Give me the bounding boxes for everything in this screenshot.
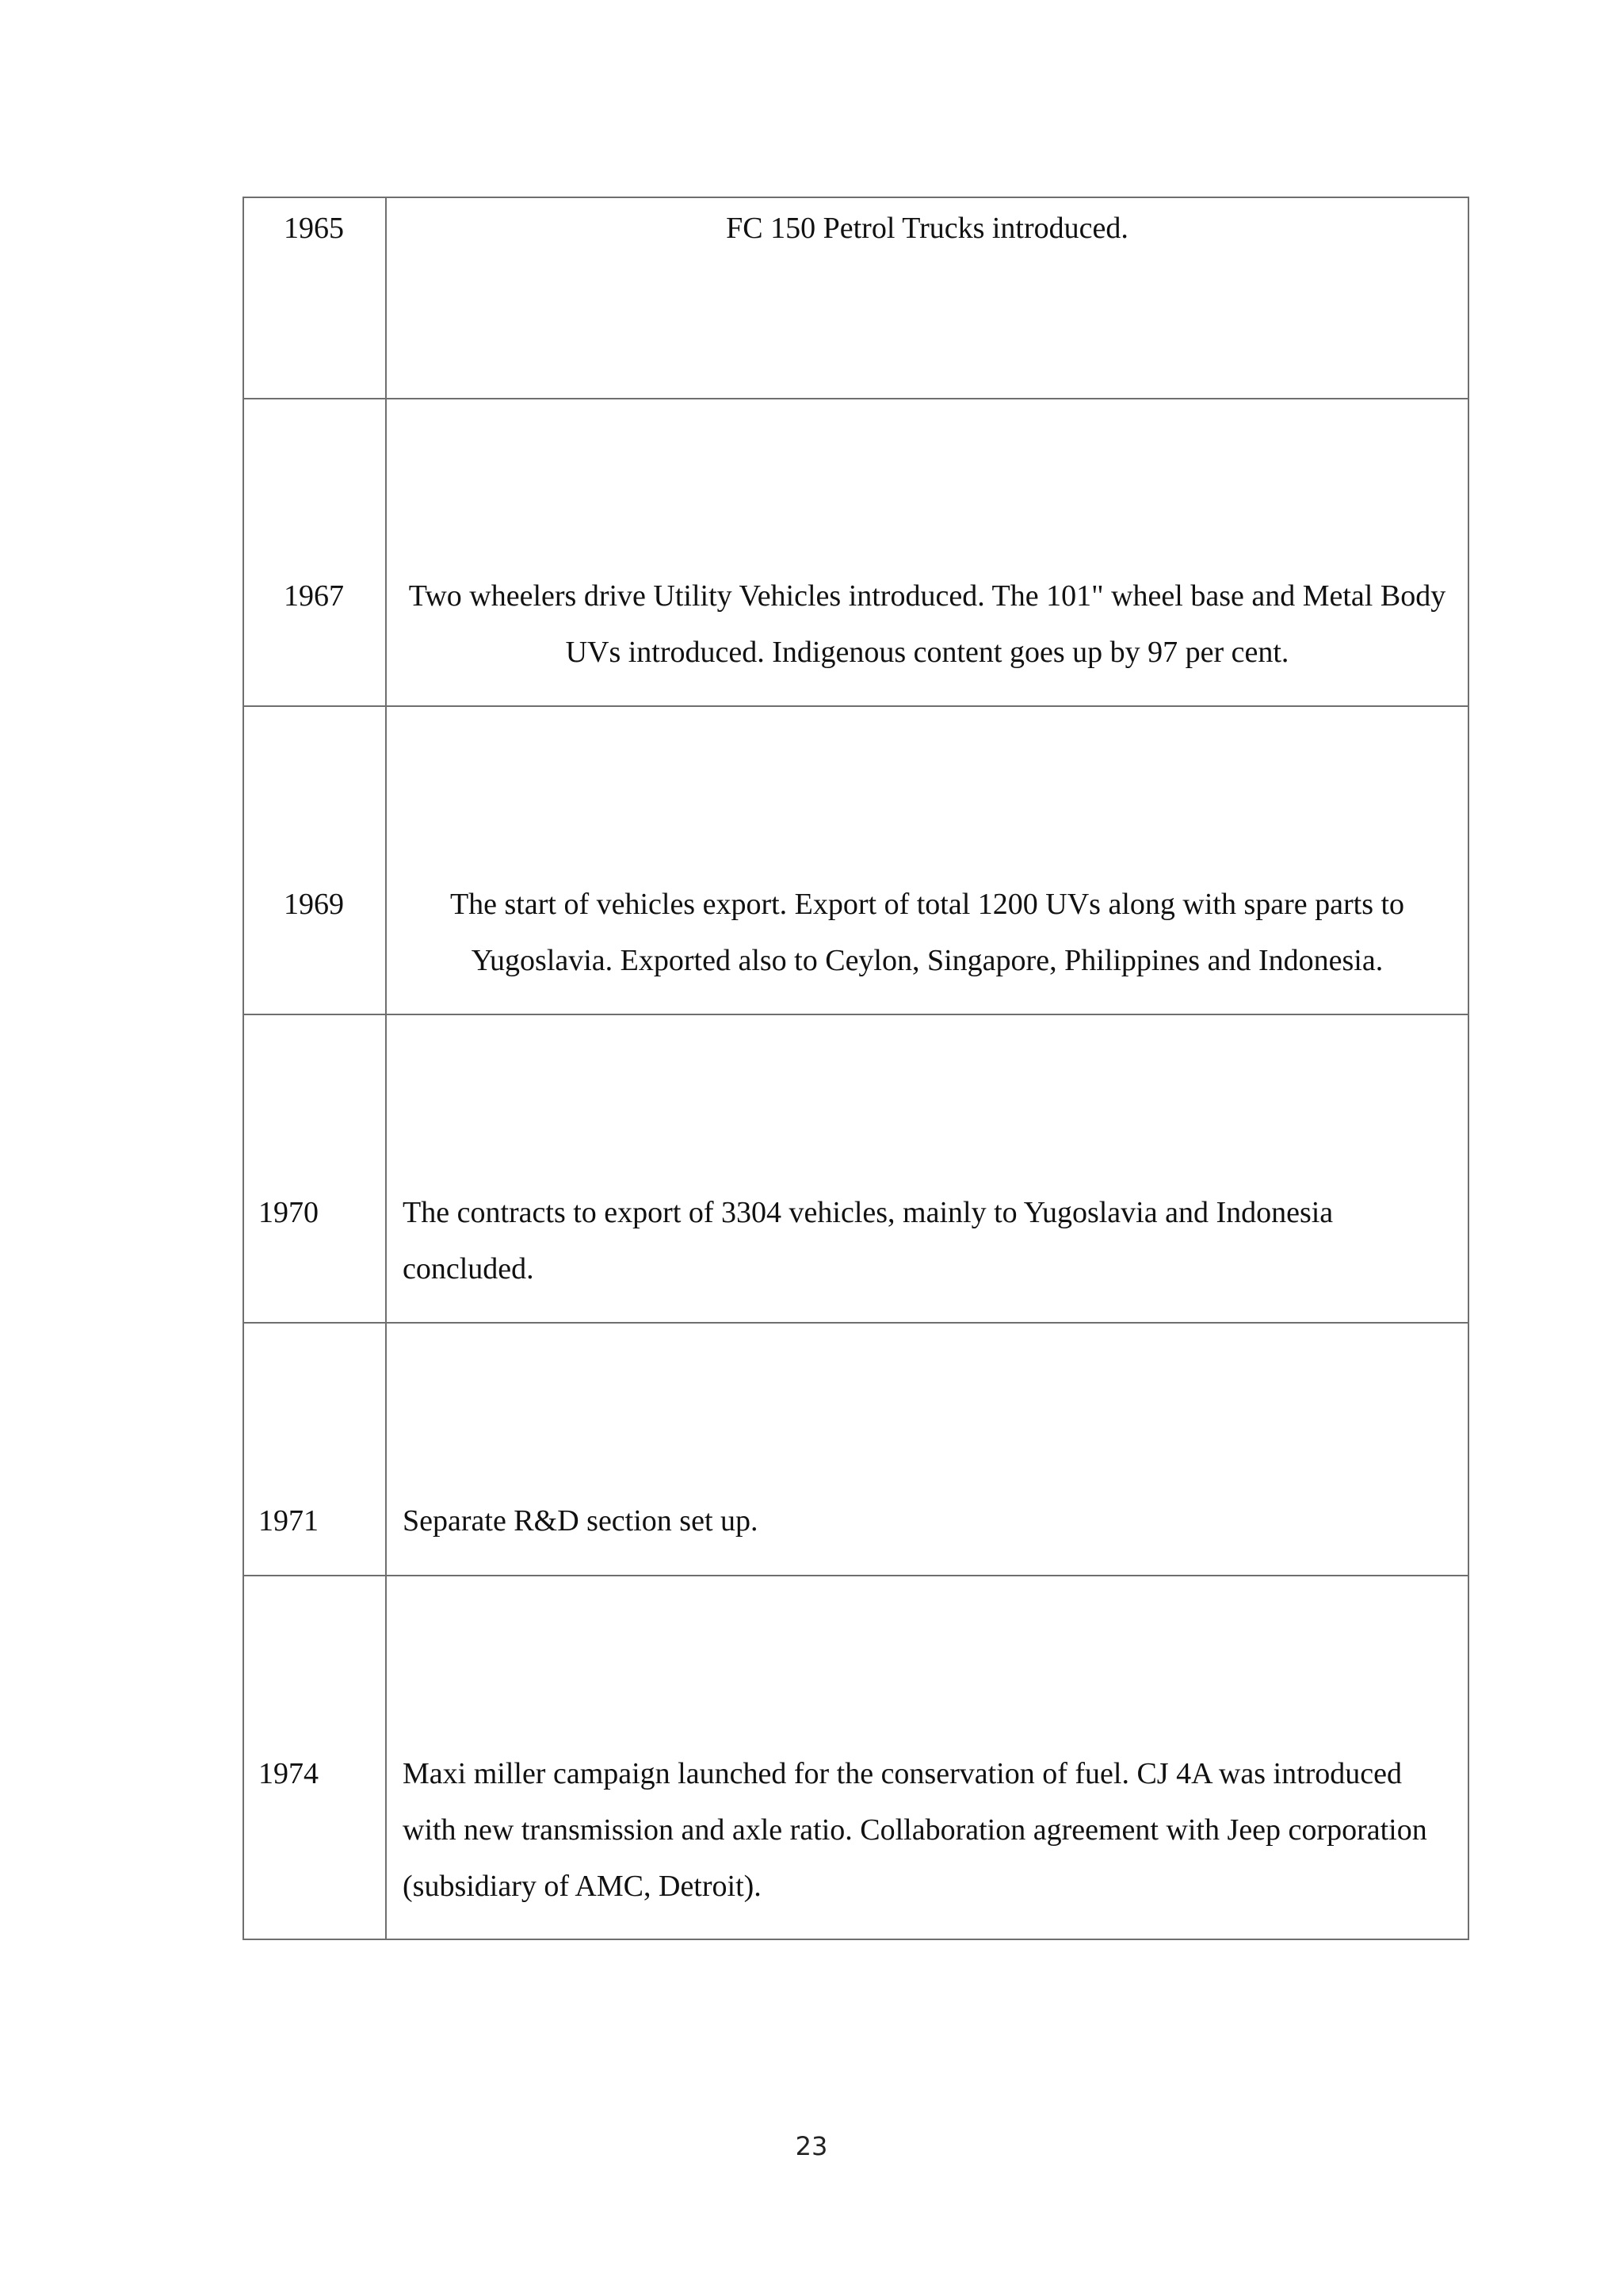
table-row: [243, 1576, 1468, 1939]
year-text: 1969: [284, 888, 344, 921]
description-text: Two wheelers drive Utility Vehicles introduced. The 101" wheel base and Metal Body UVs introduced. Indigenous content goes up by 97 per cent.: [408, 579, 1446, 669]
year-text: 1965: [284, 212, 344, 245]
description-cell: [386, 197, 1468, 399]
year-text: 1967: [284, 579, 344, 613]
year-cell: [243, 197, 386, 399]
year-text: 1971: [258, 1504, 319, 1538]
description-text: Maxi miller campaign launched for the conservation of fuel. CJ 4A was introduced with new transmission and axle ratio. Collaboration agreement with Jeep corporation (subsidiary of AMC, Detroit).: [403, 1757, 1427, 1903]
description-cell: [386, 1323, 1468, 1576]
year-cell: [243, 1576, 386, 1939]
table-row: [243, 399, 1468, 706]
description-text: The contracts to export of 3304 vehicles, mainly to Yugoslavia and Indonesia concluded.: [403, 1196, 1334, 1286]
timeline-table: [242, 197, 1469, 1940]
table-row: [243, 197, 1468, 399]
description-cell: [386, 399, 1468, 706]
table-row: [243, 1014, 1468, 1323]
description-cell: [386, 1576, 1468, 1939]
year-cell: [243, 706, 386, 1014]
page-number: 23: [795, 2131, 828, 2161]
description-text: The start of vehicles export. Export of total 1200 UVs along with spare parts to Yugoslavia. Exported also to Ceylon, Singapore, Philippines and Indonesia.: [449, 888, 1405, 977]
year-cell: [243, 399, 386, 706]
description-cell: [386, 706, 1468, 1014]
year-text: 1970: [258, 1196, 319, 1229]
year-cell: [243, 1014, 386, 1323]
description-text: FC 150 Petrol Trucks introduced.: [726, 212, 1128, 245]
description-cell: [386, 1014, 1468, 1323]
table-row: [243, 1323, 1468, 1576]
description-text: Separate R&D section set up.: [403, 1504, 758, 1538]
year-cell: [243, 1323, 386, 1576]
year-text: 1974: [258, 1757, 319, 1790]
table-row: [243, 706, 1468, 1014]
